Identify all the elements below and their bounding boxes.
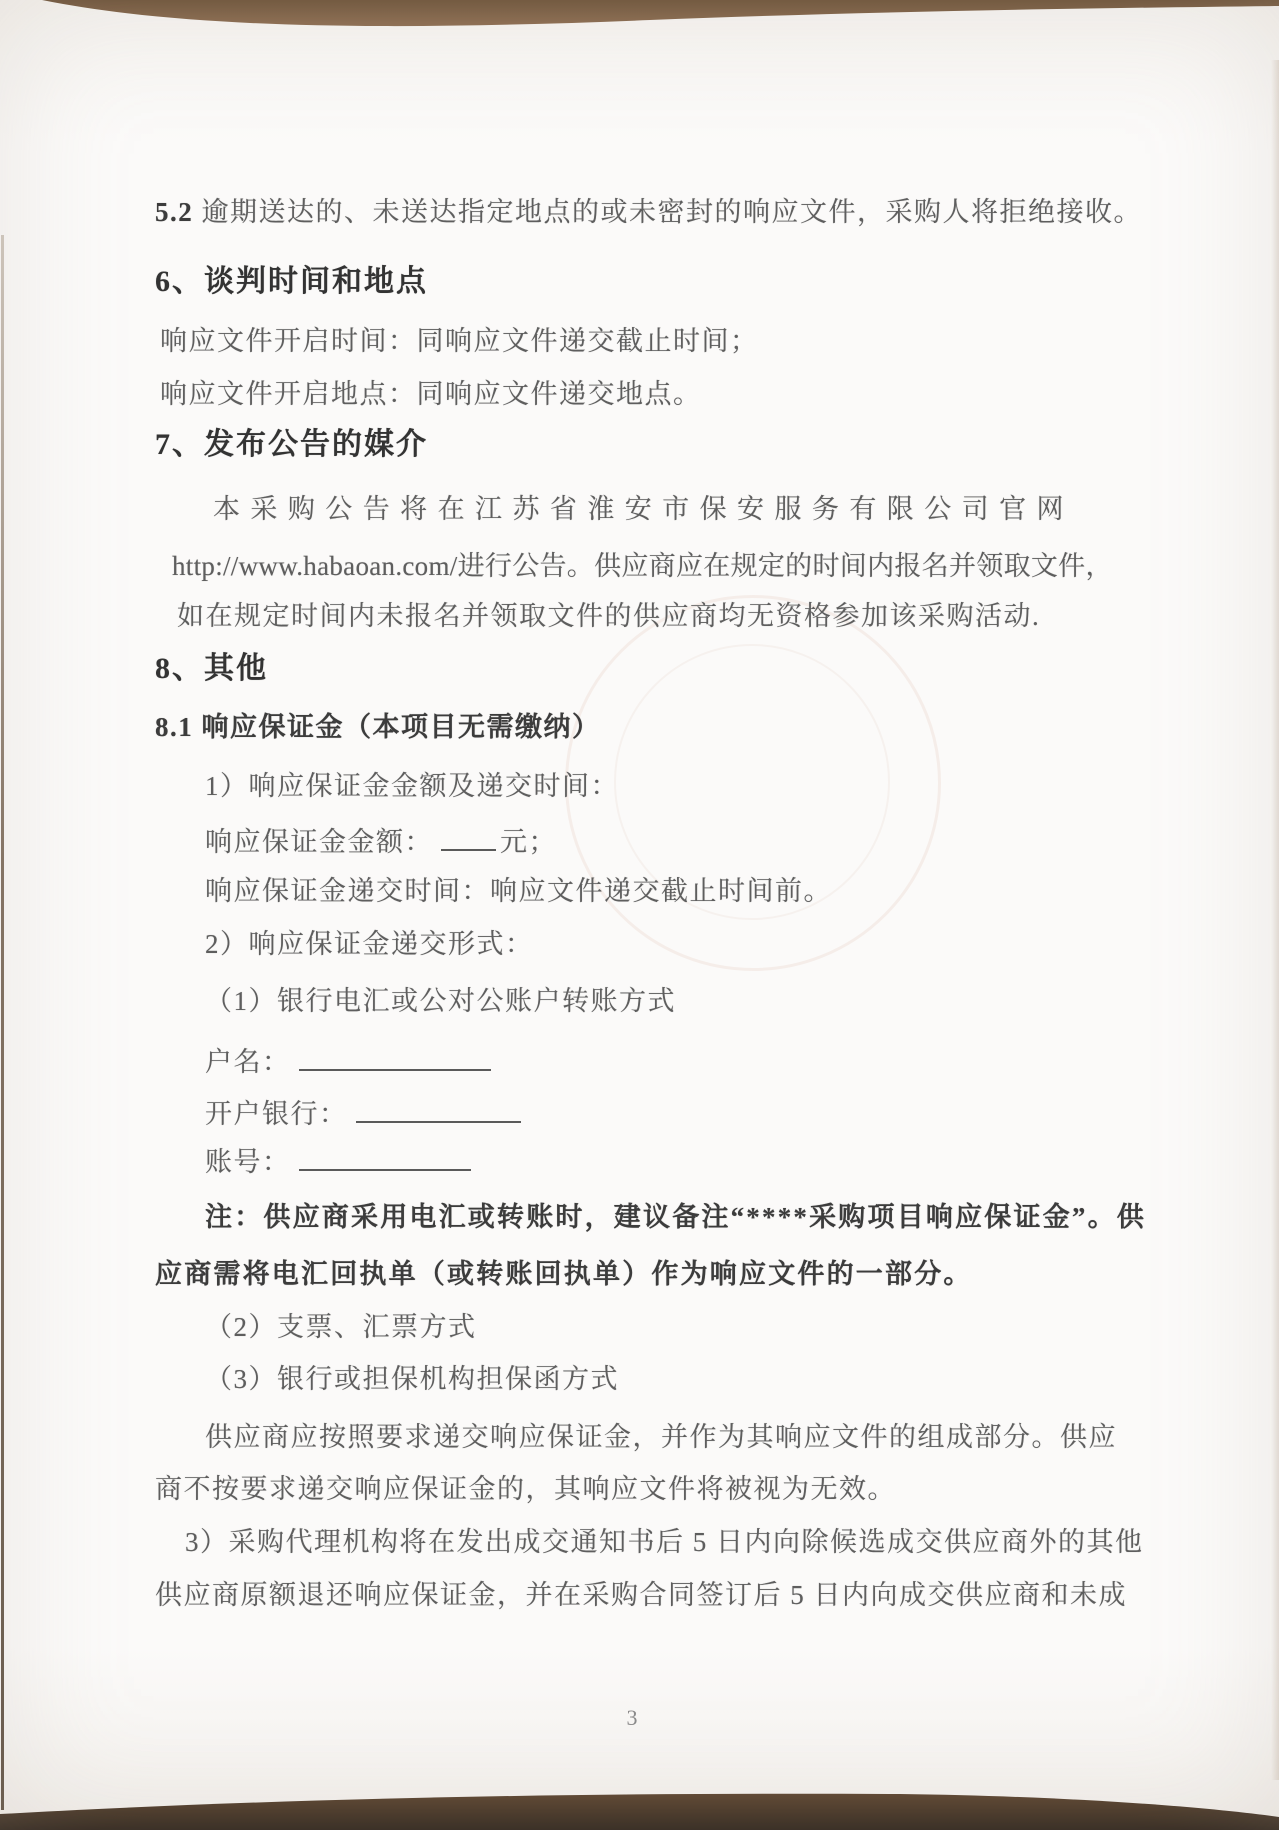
- line-refund-rule-1: 3）采购代理机构将在发出成交通知书后 5 日内向除候选成交供应商外的其他: [185, 1527, 1144, 1557]
- seal-watermark-faint: [565, 595, 941, 971]
- blank-underline: [356, 1091, 521, 1123]
- line-announcement-media: 本采购公告将在江苏省淮安市保安服务有限公司官网: [213, 494, 1065, 524]
- line-cheque-option: （2）支票、汇票方式: [205, 1312, 477, 1342]
- blank-underline: [299, 1139, 471, 1171]
- heading-section-6: 6、谈判时间和地点: [155, 265, 428, 298]
- clause-text: 逾期送达的、未送达指定地点的或未密封的响应文件，采购人将拒绝接收。: [201, 197, 1142, 227]
- photo-edge-bottom: [0, 1772, 1279, 1830]
- note-remark-line-2: 应商需将电汇回执单（或转账回执单）作为响应文件的一部分。: [155, 1259, 973, 1289]
- account-name-label: 户名：: [205, 1047, 291, 1077]
- line-deposit-requirement-1: 供应商应按照要求递交响应保证金，并作为其响应文件的组成部分。供应: [205, 1422, 1117, 1452]
- line-account-name: [205, 1039, 495, 1082]
- blank-underline: [441, 819, 496, 851]
- line-bank-transfer-option: （1）银行电汇或公对公账户转账方式: [205, 986, 676, 1016]
- line-registration-rule: 如在规定时间内未报名并领取文件的供应商均无资格参加该采购活动.: [177, 601, 1041, 631]
- line-open-place: 响应文件开启地点：同响应文件递交地点。: [160, 379, 702, 409]
- deposit-amount-label: 响应保证金金额：: [205, 827, 433, 857]
- line-website-url: http://www.habaoan.com/进行公告。供应商应在规定的时间内报名并领取文件，: [172, 551, 1113, 581]
- account-number-label: 账号：: [205, 1147, 291, 1177]
- clause-number: 5.2: [155, 197, 194, 227]
- photo-edge-top: [0, 0, 1279, 40]
- heading-section-7: 7、发布公告的媒介: [155, 428, 428, 461]
- heading-8-1-deposit: 8.1 响应保证金（本项目无需缴纳）: [155, 712, 601, 742]
- line-deposit-requirement-2: 商不按要求递交响应保证金的，其响应文件将被视为无效。: [155, 1474, 896, 1504]
- line-deposit-deadline: 响应保证金递交时间：响应文件递交截止时间前。: [205, 876, 832, 906]
- bank-name-label: 开户银行：: [205, 1099, 348, 1129]
- line-account-number: [205, 1139, 475, 1182]
- line-bank-name: [205, 1091, 525, 1134]
- deposit-amount-unit: 元；: [500, 827, 557, 857]
- line-deposit-form: 2）响应保证金递交形式：: [205, 929, 534, 959]
- photo-edge-right: [1271, 60, 1279, 1780]
- line-guarantee-option: （3）银行或担保机构担保函方式: [205, 1364, 619, 1394]
- note-remark-line-1: 注：供应商采用电汇或转账时，建议备注“****采购项目响应保证金”。供: [205, 1202, 1146, 1232]
- heading-section-8: 8、其他: [155, 652, 268, 685]
- line-deposit-amount: [205, 819, 557, 862]
- line-deposit-amount-time: 1）响应保证金金额及递交时间：: [205, 771, 619, 801]
- line-refund-rule-2: 供应商原额退还响应保证金，并在采购合同签订后 5 日内向成交供应商和未成: [155, 1580, 1127, 1610]
- photo-edge-left: [1, 235, 4, 1810]
- clause-5-2: [155, 192, 1142, 232]
- line-open-time: 响应文件开启时间：同响应文件递交截止时间；: [160, 326, 759, 356]
- blank-underline: [299, 1039, 491, 1071]
- page-number: 3: [626, 1705, 638, 1730]
